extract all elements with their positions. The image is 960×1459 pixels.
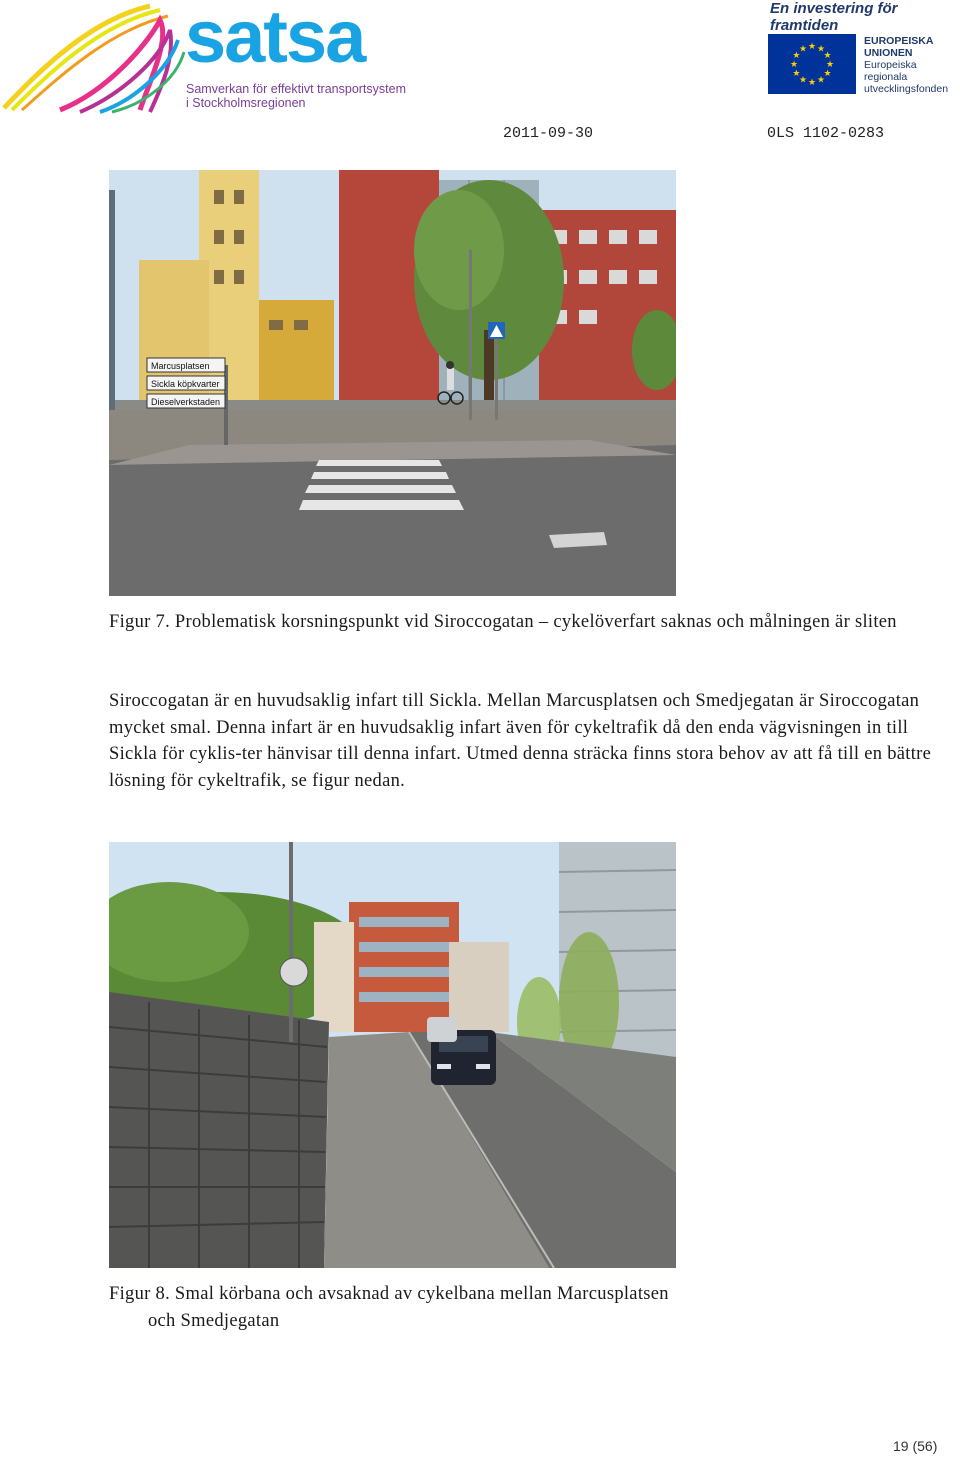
eu-star-icon: ★ bbox=[823, 68, 832, 78]
eu-star-icon: ★ bbox=[798, 43, 808, 54]
eu-star-icon: ★ bbox=[816, 74, 826, 85]
direction-signs bbox=[147, 358, 225, 408]
satsa-tagline-1: Samverkan för effektivt transportsystem bbox=[186, 82, 406, 96]
sign-marcusplatsen: Marcusplatsen bbox=[151, 361, 210, 371]
eu-star-icon: ★ bbox=[825, 59, 835, 69]
eu-star-icon: ★ bbox=[807, 41, 817, 51]
eu-star-icon: ★ bbox=[823, 50, 832, 60]
eu-star-icon: ★ bbox=[816, 43, 826, 54]
eu-slogan: En investering för framtiden bbox=[770, 0, 898, 34]
sign-sickla-kopkvarter: Sickla köpkvarter bbox=[151, 379, 220, 389]
eu-star-icon: ★ bbox=[792, 68, 801, 78]
eu-line-3: Europeiska bbox=[864, 59, 917, 71]
figure-8-caption-line-1: Figur 8. Smal körbana och avsaknad av cykelbana mellan Marcusplatsen bbox=[109, 1284, 669, 1304]
document-date: 2011-09-30 bbox=[503, 125, 594, 142]
eu-star-icon: ★ bbox=[807, 77, 817, 87]
eu-line-2: UNIONEN bbox=[864, 47, 913, 59]
figure-8-photo bbox=[109, 842, 676, 1268]
figure-7-photo bbox=[109, 170, 676, 596]
eu-star-icon: ★ bbox=[798, 74, 808, 85]
figure-8-caption bbox=[109, 1281, 954, 1334]
eu-line-4: regionala bbox=[864, 71, 908, 83]
sign-dieselverkstaden: Dieselverkstaden bbox=[151, 397, 221, 407]
page-number: 19 (56) bbox=[893, 1438, 938, 1454]
eu-line-5: utvecklingsfonden bbox=[864, 83, 949, 95]
satsa-tagline-2: i Stockholmsregionen bbox=[186, 96, 306, 110]
eu-star-icon: ★ bbox=[789, 59, 799, 69]
satsa-logo-word: satsa bbox=[185, 0, 365, 78]
document-reference: 0LS 1102-0283 bbox=[767, 125, 885, 142]
body-paragraph: Siroccogatan är en huvudsaklig infart till Sickla. Mellan Marcusplatsen och Smedjegatan är Siroccogatan mycket smal. Denna infart är en huvudsaklig infart även för cykeltrafik då den enda vägvisningen in till Sickla för cyklis-ter hänvisar till denna infart. Utmed denna sträcka finns stora behov av att få till en bättre lösning för cykeltrafik, se figur nedan. bbox=[109, 691, 932, 791]
eu-flag-icon bbox=[768, 34, 856, 94]
figure-7-caption: Figur 7. Problematisk korsningspunkt vid Siroccogatan – cykelöverfart saknas och målningen är sliten bbox=[109, 612, 897, 632]
figure-8-caption-line-2: och Smedjegatan bbox=[148, 1310, 280, 1331]
eu-line-1: EUROPEISKA bbox=[864, 35, 934, 47]
eu-star-icon: ★ bbox=[792, 50, 801, 60]
